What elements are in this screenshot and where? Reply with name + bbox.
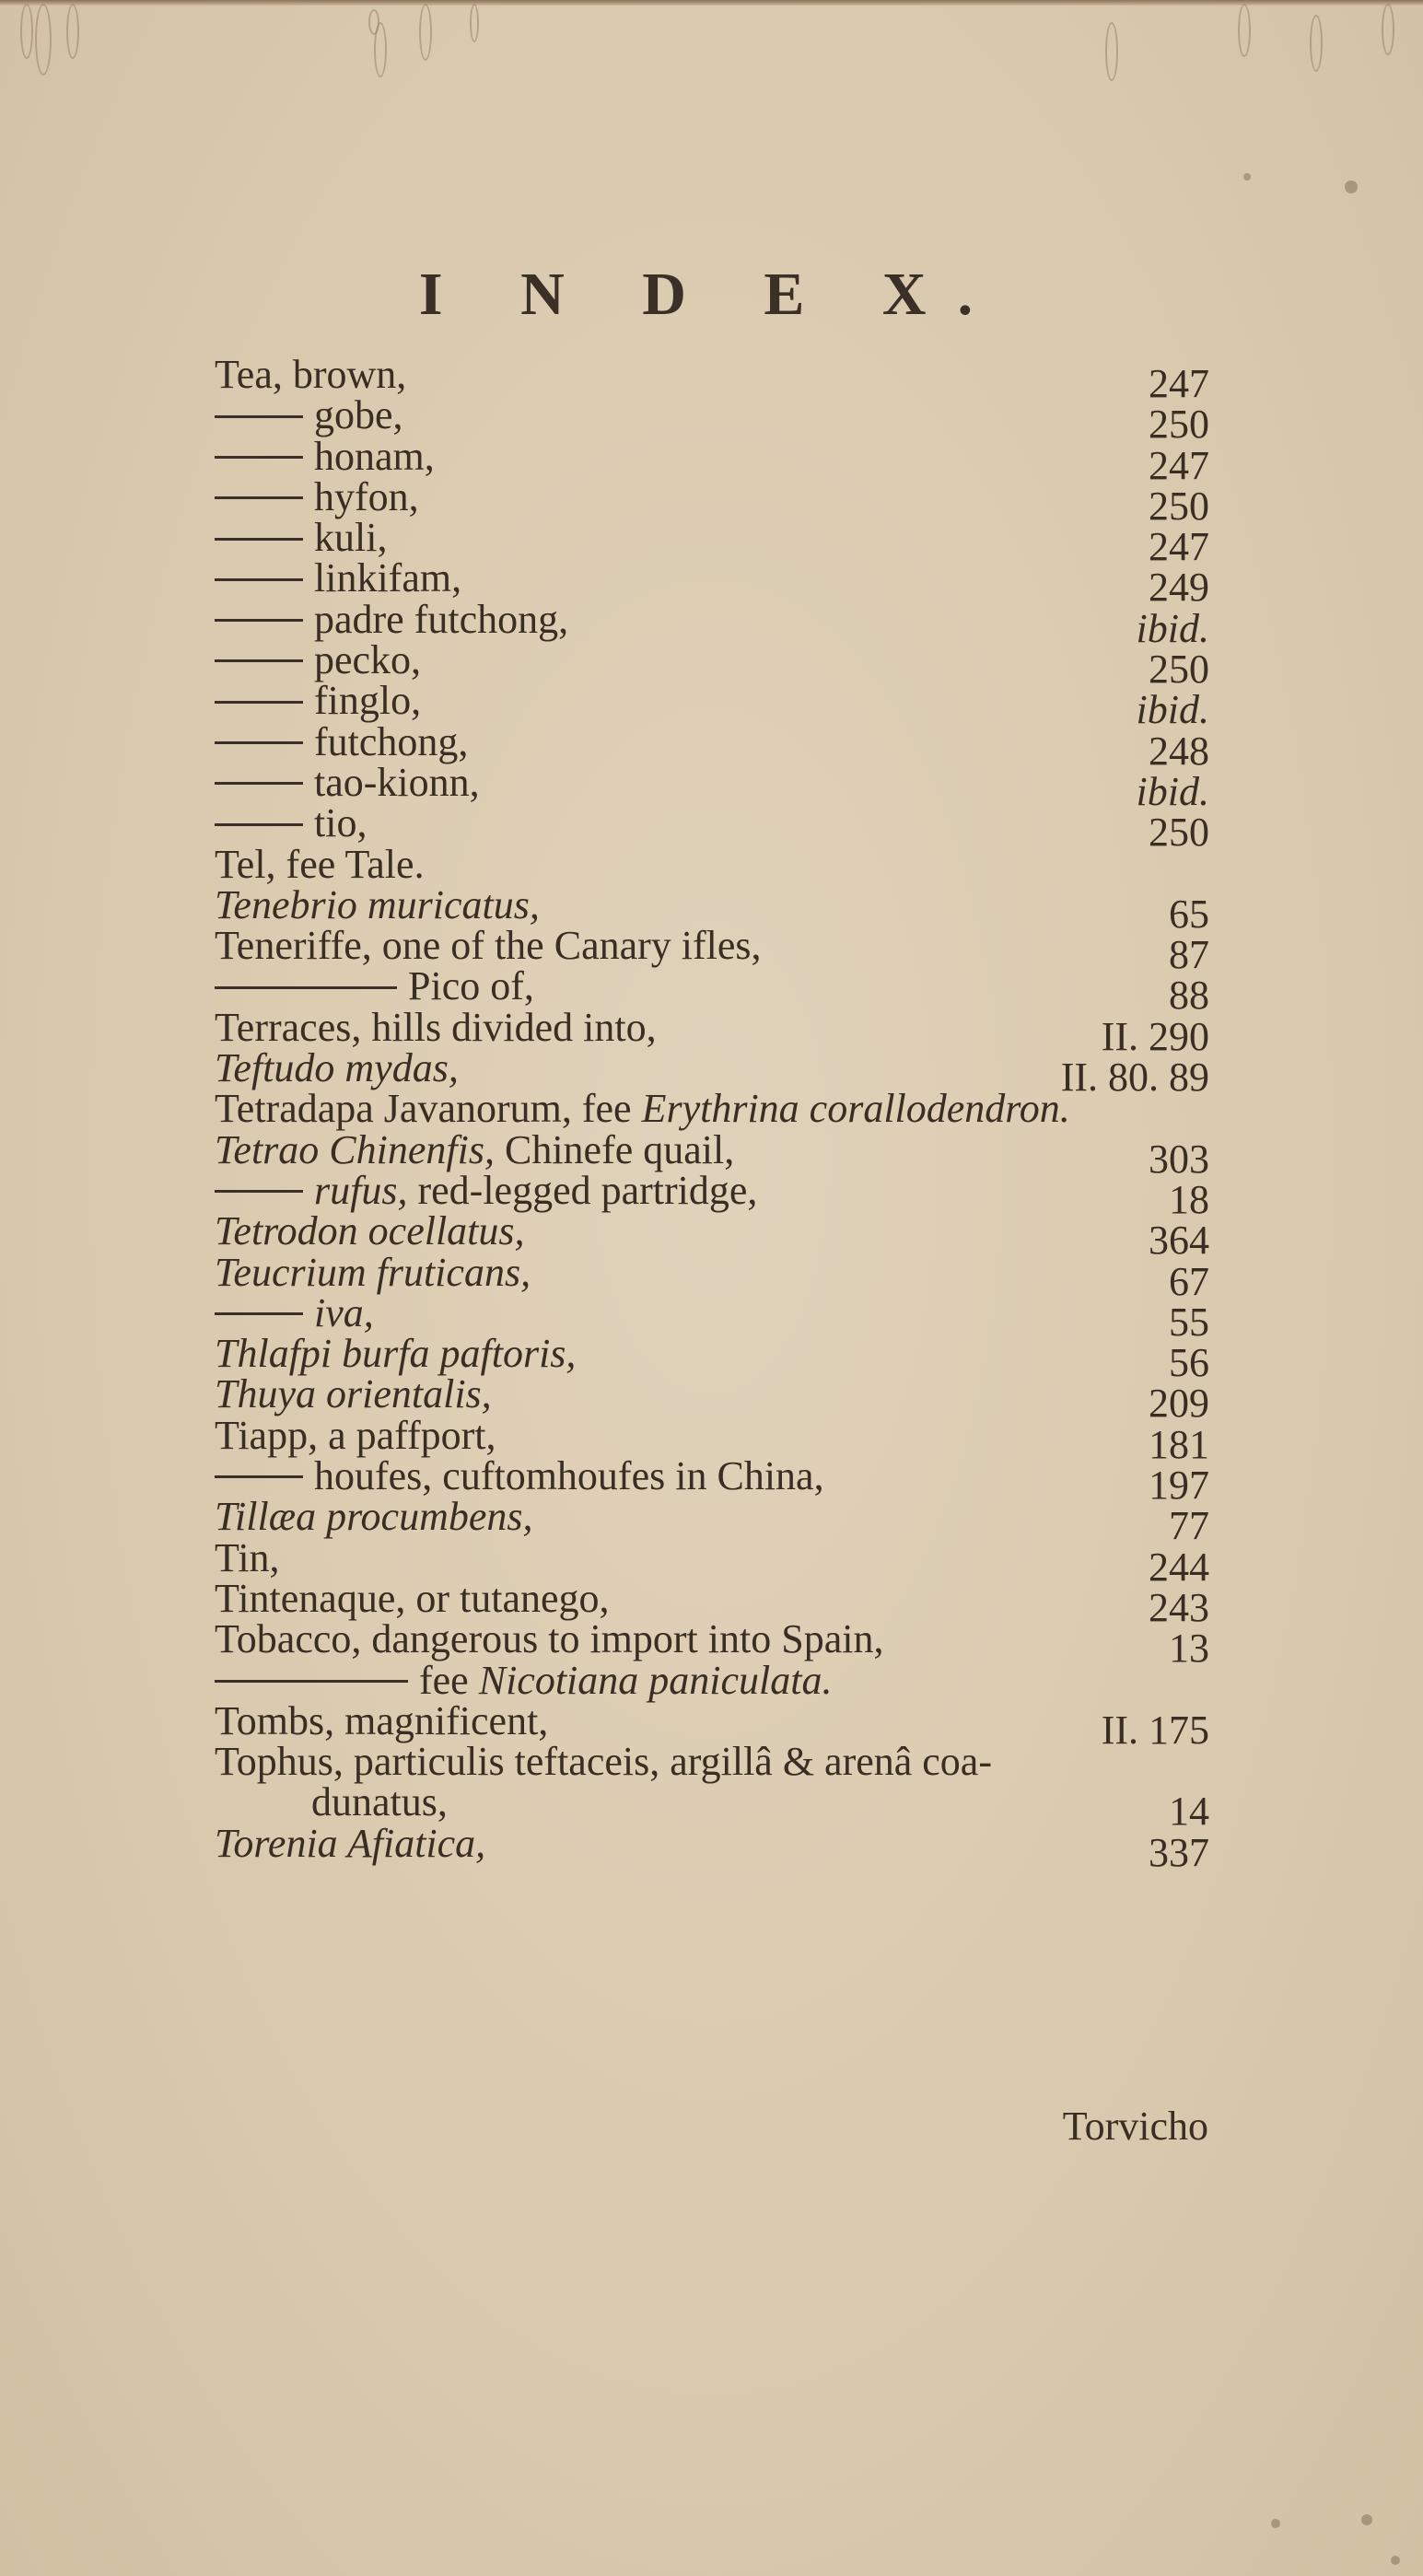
entry-term: [215, 1453, 824, 1499]
page-reference: 87: [1169, 932, 1209, 978]
page-reference: ibid.: [1136, 687, 1209, 733]
index-entry: [215, 1575, 1209, 1630]
index-entry: [215, 1167, 1209, 1222]
index-entry: [215, 1045, 1209, 1101]
entry-text: Tombs, magnificent,: [215, 1697, 549, 1743]
water-stain: [419, 4, 432, 61]
page-reference: 18: [1169, 1176, 1209, 1222]
index-entry: [215, 1494, 1209, 1549]
page-reference: II. 175: [1101, 1707, 1209, 1753]
page-reference: 243: [1149, 1584, 1209, 1630]
entry-term: [215, 881, 540, 927]
entry-text: Tenebrio muricatus,: [215, 881, 540, 927]
index-entry: [215, 881, 1209, 937]
index-entry: [215, 678, 1209, 733]
page-reference: 248: [1149, 728, 1209, 774]
entry-text: Erythrina corallodendron.: [641, 1086, 1070, 1132]
water-stain: [35, 4, 52, 76]
catchword: Torvicho: [1062, 2104, 1208, 2149]
entry-text: Teftudo mydas,: [215, 1045, 459, 1091]
entry-text: Tobacco, dangerous to import into Spain,: [215, 1616, 884, 1662]
entry-text: Thlafpi burfa paftoris,: [215, 1331, 577, 1377]
page-reference: 247: [1149, 524, 1209, 570]
index-entry: [215, 1289, 1209, 1345]
entry-text: Pico of,: [408, 963, 534, 1009]
entry-term: [215, 473, 419, 519]
entry-term: [215, 1045, 459, 1091]
page-reference: 65: [1169, 891, 1209, 937]
ditto-dash: [215, 578, 303, 581]
page-reference: 303: [1149, 1136, 1209, 1182]
index-entry: [215, 923, 1209, 978]
index-entry: [215, 800, 1209, 856]
water-stain: [1310, 15, 1323, 72]
entry-term: [215, 515, 388, 561]
ditto-dash: [215, 741, 303, 744]
water-stain: [1105, 22, 1118, 81]
ditto-dash: [215, 496, 303, 499]
index-entry: [215, 352, 1209, 406]
entry-term: [215, 1657, 833, 1703]
index-entry: [215, 1208, 1209, 1264]
entry-term: [215, 800, 367, 846]
index-entry: [215, 1739, 1209, 1785]
ditto-dash: [215, 701, 303, 704]
entry-text: Nicotiana paniculata.: [478, 1657, 833, 1703]
entry-text: Tetrao Chinenfis,: [215, 1126, 495, 1172]
entry-term: [215, 963, 534, 1009]
index-entry: [215, 1820, 1209, 1875]
entry-term: [215, 392, 403, 438]
page-reference: 209: [1149, 1381, 1209, 1427]
page-reference: 247: [1149, 361, 1209, 406]
ditto-dash: [215, 1190, 303, 1193]
entry-text: Tetradapa Javanorum, fee: [215, 1086, 642, 1132]
entry-text: Tiapp, a paffport,: [215, 1412, 496, 1458]
entry-text: honam,: [314, 433, 435, 479]
index-entry: [215, 637, 1209, 693]
water-stain: [374, 22, 387, 77]
ditto-dash: [215, 538, 303, 541]
index-entry: [215, 841, 1209, 887]
entry-text: red-legged partridge,: [407, 1167, 758, 1213]
water-stain: [20, 4, 33, 59]
index-entry: [215, 433, 1209, 488]
index-entry: [215, 515, 1209, 570]
entry-text: gobe,: [314, 392, 403, 438]
ink-spot: [1361, 2514, 1372, 2525]
entry-term: [215, 1616, 884, 1662]
entry-term: [215, 1208, 525, 1254]
index-list: [215, 352, 1209, 1875]
entry-text: Thuya orientalis,: [215, 1371, 492, 1417]
index-entry: [215, 718, 1209, 774]
index-entry: [215, 1453, 1209, 1509]
entry-text: houfes, cuftomhoufes in China,: [314, 1453, 824, 1499]
entry-term: [215, 433, 435, 479]
ditto-dash: [215, 1312, 303, 1315]
entry-text: Tillæa procumbens,: [215, 1494, 533, 1540]
index-entry: [215, 555, 1209, 611]
entry-term: [215, 1126, 735, 1172]
page-reference: 56: [1169, 1340, 1209, 1386]
entry-term: [215, 1249, 531, 1295]
page-reference: 197: [1149, 1463, 1209, 1509]
entry-text: Torenia Afiatica,: [215, 1820, 486, 1866]
entry-text: dunatus,: [311, 1779, 448, 1825]
entry-term: [215, 718, 469, 764]
entry-text: rufus,: [314, 1167, 408, 1213]
water-stain: [66, 4, 79, 59]
index-entry: [215, 1086, 1209, 1132]
index-entry: [215, 596, 1209, 651]
entry-term: [215, 1086, 1070, 1132]
entry-term: [215, 1575, 610, 1621]
ditto-dash: [215, 986, 397, 989]
page-reference: 337: [1149, 1829, 1209, 1875]
index-entry: [215, 1126, 1209, 1182]
entry-text: Teneriffe, one of the Canary ifles,: [215, 923, 762, 969]
index-entry: [215, 1779, 1209, 1835]
entry-text: Tintenaque, or tutanego,: [215, 1575, 610, 1621]
entry-term: [215, 1739, 992, 1785]
entry-term: [215, 1004, 657, 1050]
entry-text: iva,: [314, 1289, 374, 1335]
page-reference: 67: [1169, 1258, 1209, 1304]
index-entry: [215, 1657, 1209, 1703]
index-entry: [215, 1331, 1209, 1386]
index-entry: [215, 1249, 1209, 1304]
entry-term: [215, 759, 480, 805]
index-entry: [215, 1616, 1209, 1672]
entry-text: finglo,: [314, 678, 422, 724]
index-entry: [215, 963, 1209, 1019]
entry-text: kuli,: [314, 515, 388, 561]
index-entry: [215, 1412, 1209, 1467]
index-entry: [215, 473, 1209, 529]
ink-spot: [1391, 2556, 1400, 2565]
entry-term: [215, 1167, 758, 1213]
page-reference: 88: [1169, 973, 1209, 1019]
ditto-dash: [215, 619, 303, 622]
entry-text: Terraces, hills divided into,: [215, 1004, 657, 1050]
entry-term: [215, 1412, 496, 1458]
page-reference: 249: [1149, 565, 1209, 611]
page-title: I N D E X.: [418, 261, 1005, 328]
page-reference: 14: [1169, 1789, 1209, 1835]
entry-text: fee: [419, 1657, 479, 1703]
entry-term: [215, 1494, 533, 1540]
entry-text: tio,: [314, 800, 367, 846]
entry-text: hyfon,: [314, 473, 419, 519]
water-stain: [1382, 4, 1394, 55]
entry-term: [215, 1820, 486, 1866]
entry-text: Tel, fee Tale.: [215, 841, 425, 887]
page-reference: II. 80. 89: [1060, 1055, 1209, 1101]
entry-text: padre futchong,: [314, 596, 569, 642]
entry-term: [215, 1289, 374, 1335]
page-reference: 13: [1169, 1626, 1209, 1672]
entry-term: [215, 1371, 492, 1417]
page-reference: 364: [1149, 1218, 1209, 1264]
page-top-edge: [0, 0, 1423, 6]
index-entry: [215, 759, 1209, 814]
entry-text: Tetrodon ocellatus,: [215, 1208, 525, 1254]
entry-text: Tophus, particulis teftaceis, argillâ & arenâ coa-: [215, 1739, 992, 1785]
ditto-dash: [215, 415, 303, 418]
ditto-dash: [215, 659, 303, 662]
page-reference: 77: [1169, 1503, 1209, 1549]
index-entry: [215, 1371, 1209, 1427]
page-reference: 250: [1149, 402, 1209, 448]
page-reference: 55: [1169, 1299, 1209, 1345]
page-reference: 247: [1149, 442, 1209, 488]
entry-term: [215, 596, 569, 642]
ink-spot: [1243, 173, 1251, 181]
ink-spot: [1271, 2519, 1280, 2528]
index-entry: [215, 392, 1209, 448]
entry-text: Chinefe quail,: [494, 1126, 735, 1172]
index-entry: [215, 1697, 1209, 1753]
entry-text: pecko,: [314, 637, 422, 683]
index-entry: [215, 1534, 1209, 1590]
page-reference: 250: [1149, 483, 1209, 529]
entry-text: tao-kionn,: [314, 759, 480, 805]
page-reference: 244: [1149, 1544, 1209, 1590]
index-entry: [215, 1004, 1209, 1059]
entry-term: [215, 555, 462, 601]
ink-spot: [1345, 181, 1358, 193]
entry-term: [215, 352, 407, 397]
entry-term: [215, 1697, 549, 1743]
entry-term: [215, 1534, 280, 1580]
entry-text: Tin,: [215, 1534, 280, 1580]
entry-term: [215, 637, 422, 683]
entry-term: [215, 841, 425, 887]
page-reference: ibid.: [1136, 605, 1209, 651]
page-reference: 250: [1149, 647, 1209, 693]
ditto-dash: [215, 456, 303, 459]
ditto-dash: [215, 782, 303, 785]
page-reference: 181: [1149, 1421, 1209, 1467]
ditto-dash: [215, 823, 303, 826]
entry-text: futchong,: [314, 718, 469, 764]
entry-term: [215, 678, 422, 724]
entry-text: Tea, brown,: [215, 352, 407, 397]
page-reference: ibid.: [1136, 768, 1209, 814]
entry-text: Teucrium fruticans,: [215, 1249, 531, 1295]
entry-term: [215, 923, 762, 969]
page-reference: II. 290: [1101, 1013, 1209, 1059]
ditto-dash: [215, 1475, 303, 1478]
entry-text: linkifam,: [314, 555, 462, 601]
entry-term: [215, 1779, 448, 1825]
ditto-dash: [215, 1680, 408, 1683]
page-reference: 250: [1149, 810, 1209, 856]
water-stain: [470, 4, 479, 42]
entry-term: [215, 1331, 577, 1377]
water-stain: [1238, 4, 1251, 57]
